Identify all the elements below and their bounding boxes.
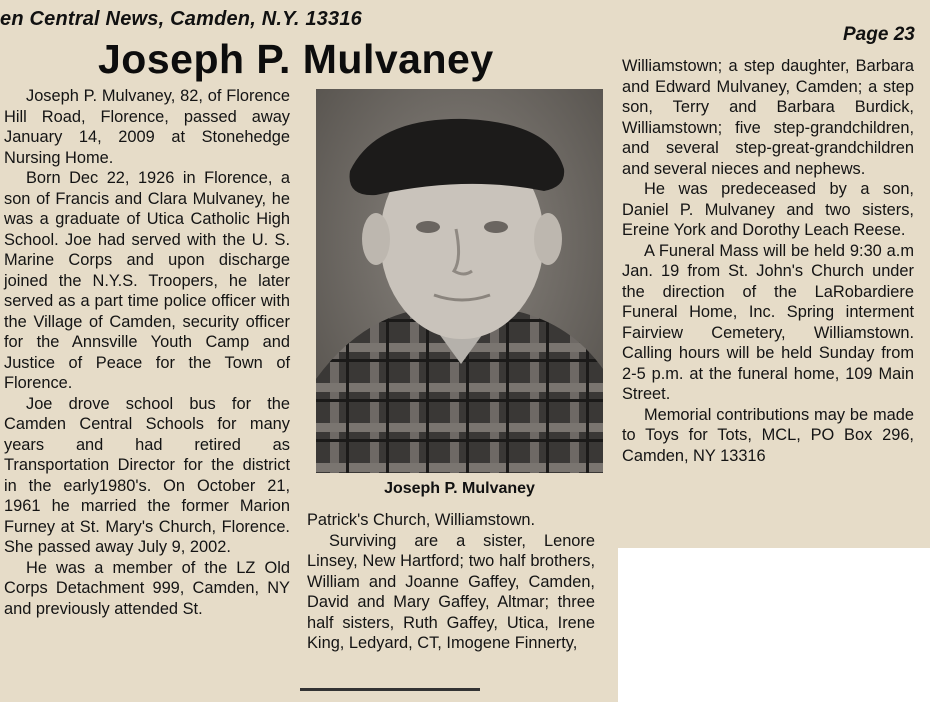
headline: Joseph P. Mulvaney bbox=[98, 36, 494, 82]
paragraph: Joe drove school bus for the Camden Central Schools for many years and had retired as Transportation Director for the district in the early1980's. On October 21, 1961 he married the former Marion Furney at St. Mary's Church, Florence. She passed away July 9, 2002. bbox=[4, 394, 290, 556]
page-number: Page 23 bbox=[843, 24, 915, 45]
photo-caption: Joseph P. Mulvaney bbox=[384, 480, 535, 497]
column-1 bbox=[4, 86, 290, 619]
paragraph: A Funeral Mass will be held 9:30 a.m Jan. 19 from St. John's Church under the direction of the LaRobardiere Funeral Home, Inc. Spring interment Fairview Cemetery, Williamstown. Calling hours will be held Sunday from 2-5 p.m. at the funeral home, 109 Main Street. bbox=[622, 241, 914, 403]
portrait-illustration bbox=[316, 89, 603, 473]
portrait-photo bbox=[316, 89, 603, 473]
column-2 bbox=[307, 510, 595, 654]
paragraph: Patrick's Church, Williamstown. bbox=[307, 511, 536, 529]
column-3 bbox=[622, 56, 914, 466]
paragraph: He was a member of the LZ Old Corps Detachment 999, Camden, NY and previously attended St. bbox=[4, 558, 290, 618]
masthead: en Central News, Camden, N.Y. 13316 bbox=[0, 8, 362, 30]
paragraph: Joseph P. Mulvaney, 82, of Florence Hill Road, Florence, passed away January 14, 2009 at Stonehedge Nursing Home. bbox=[4, 87, 290, 167]
paragraph: Williamstown; a step daughter, Barbara and Edward Mulvaney, Camden; a step son, Terry and Barbara Burdick, Williamstown; five step-grandchildren, and several step-great-grandchildren and several nieces and nephews. bbox=[622, 57, 914, 178]
paragraph: Born Dec 22, 1926 in Florence, a son of Francis and Clara Mulvaney, he was a graduate of Utica Catholic High School. Joe had served with the U. S. Marine Corps and upon discharge joined the N.Y.S. Troopers, he later served as a part time police officer with the Village of Camden, security officer for the Annsville Youth Camp and Justice of Peace for the Town of Florence. bbox=[4, 169, 290, 392]
paragraph: He was predeceased by a son, Daniel P. Mulvaney and two sisters, Ereine York and Dorothy Leach Reese. bbox=[622, 180, 914, 239]
paragraph: Surviving are a sister, Lenore Linsey, New Hartford; two half brothers, William and Joanne Gaffey, Camden, David and Mary Gaffey, Altmar; three half sisters, Ruth Gaffey, Utica, Irene King, Ledyard, CT, Imogene Finnerty, bbox=[307, 531, 595, 652]
paragraph: Memorial contributions may be made to Toys for Tots, MCL, PO Box 296, Camden, NY 13316 bbox=[622, 405, 914, 465]
bottom-rule bbox=[300, 688, 480, 691]
